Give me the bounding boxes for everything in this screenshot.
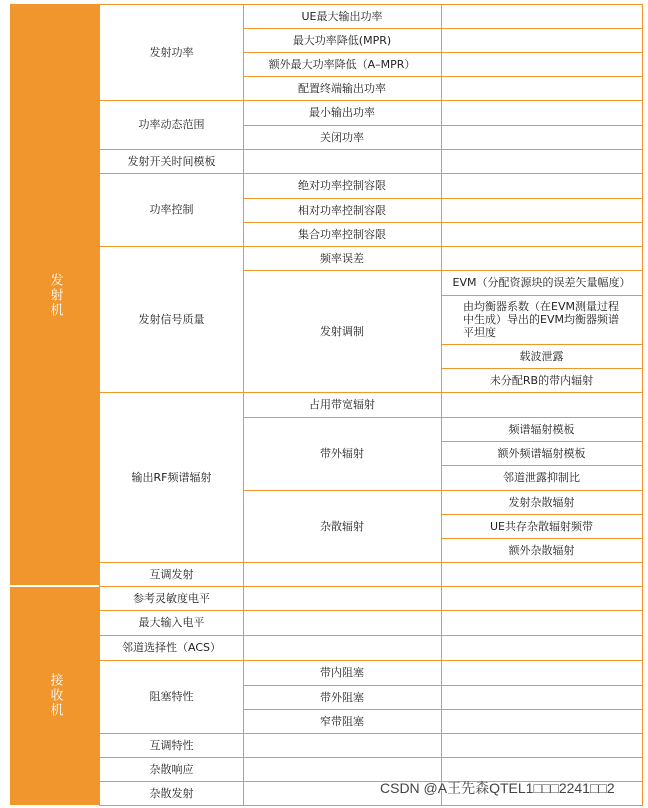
item-abs-power-tol: 绝对功率控制容限 <box>298 179 386 192</box>
grid-line <box>243 270 643 271</box>
item-additional-sem: 额外频谱辐射模板 <box>497 446 586 460</box>
item-ue-coexistence: UE共存杂散辐射频带 <box>489 519 593 533</box>
item-mpr: 最大功率降低(MPR) <box>292 33 392 47</box>
item-evm: EVM（分配资源块的误差矢量幅度） <box>452 276 631 289</box>
grid-line <box>441 465 643 466</box>
item-power-control: 功率控制 <box>149 203 194 216</box>
item-out-band-blocking: 带外阻塞 <box>320 690 364 704</box>
grid-line <box>243 709 643 710</box>
grid-line <box>441 344 643 345</box>
section-transmitter: 发射机 <box>10 4 99 586</box>
grid-line <box>99 586 643 587</box>
item-carrier-leakage: 载波泄露 <box>519 349 564 363</box>
item-configured-power: 配置终端输出功率 <box>298 81 386 95</box>
item-additional-spurious: 额外杂散辐射 <box>508 543 575 557</box>
grid-line <box>243 222 643 223</box>
grid-line <box>243 52 643 53</box>
grid-line <box>99 805 643 806</box>
item-intermodulation-tx: 互调发射 <box>149 567 194 581</box>
item-acs: 邻道选择性（ACS） <box>122 641 221 654</box>
grid-line <box>243 28 643 29</box>
grid-line <box>441 441 643 442</box>
grid-line <box>441 538 643 539</box>
section-receiver: 接收机 <box>10 586 99 805</box>
grid-line <box>441 368 643 369</box>
grid-line <box>243 125 643 126</box>
grid-line <box>99 660 643 661</box>
item-min-output-power: 最小输出功率 <box>309 106 375 119</box>
item-power-dynamic-range: 功率动态范围 <box>138 118 205 131</box>
grid-line <box>243 76 643 77</box>
grid-line <box>99 4 643 5</box>
item-freq-error: 频率误差 <box>320 251 364 265</box>
item-intermodulation-rx: 互调特性 <box>149 738 194 752</box>
item-spurious-response: 杂散响应 <box>149 762 194 776</box>
watermark: CSDN @A王先森QTEL1□□□2241□□2 <box>380 780 615 796</box>
item-eq-spectrum-flatness: 由均衡器系数（在EVM测量过程中生成）导出的EVM均衡器频谱平坦度 <box>463 300 619 339</box>
grid-line <box>99 100 643 101</box>
grid-line <box>243 198 643 199</box>
item-blocking: 阻塞特性 <box>149 690 194 703</box>
item-off-power: 关闭功率 <box>320 130 364 144</box>
item-tx-spurious: 发射杂散辐射 <box>508 495 575 509</box>
item-on-off-mask: 发射开关时间模板 <box>127 154 216 168</box>
grid-line <box>441 514 643 515</box>
grid-line <box>99 392 643 393</box>
item-signal-quality: 发射信号质量 <box>138 312 205 326</box>
grid-line <box>243 490 643 491</box>
grid-line <box>99 757 643 758</box>
item-aclr: 邻道泄露抑制比 <box>503 471 580 484</box>
item-ref-sensitivity: 参考灵敏度电平 <box>133 591 210 605</box>
item-tx-power: 发射功率 <box>149 45 194 59</box>
item-occupied-bw: 占用带宽辐射 <box>309 398 375 411</box>
item-rel-power-tol: 相对功率控制容限 <box>298 203 386 217</box>
grid-line <box>99 733 643 734</box>
item-max-input-level: 最大输入电平 <box>138 616 205 629</box>
section-divider <box>10 585 99 587</box>
grid-line <box>243 417 643 418</box>
item-oob-emission: 带外辐射 <box>320 447 364 460</box>
grid-line <box>99 246 643 247</box>
grid-line <box>99 4 100 805</box>
item-spurious-emission-rx: 杂散发射 <box>149 786 194 800</box>
grid-line <box>99 635 643 636</box>
item-inband-emission: 未分配RB的带内辐射 <box>489 373 594 387</box>
item-agg-power-tol: 集合功率控制容限 <box>298 227 386 241</box>
item-in-band-blocking: 带内阻塞 <box>320 666 364 679</box>
grid-line <box>243 685 643 686</box>
grid-line <box>99 173 643 174</box>
item-narrow-band-blocking: 窄带阻塞 <box>320 714 364 728</box>
item-output-rf-spectrum: 输出RF频谱辐射 <box>131 470 212 484</box>
grid-line <box>99 610 643 611</box>
item-ue-max-power: UE最大输出功率 <box>301 9 383 23</box>
item-spurious-emission: 杂散辐射 <box>320 519 364 533</box>
item-sem: 频谱辐射模板 <box>508 422 575 436</box>
grid-line <box>99 149 643 150</box>
item-a-mpr: 额外最大功率降低（A–MPR） <box>268 57 416 71</box>
grid-line <box>441 295 643 296</box>
grid-line <box>99 562 643 563</box>
item-tx-modulation: 发射调制 <box>320 324 364 338</box>
